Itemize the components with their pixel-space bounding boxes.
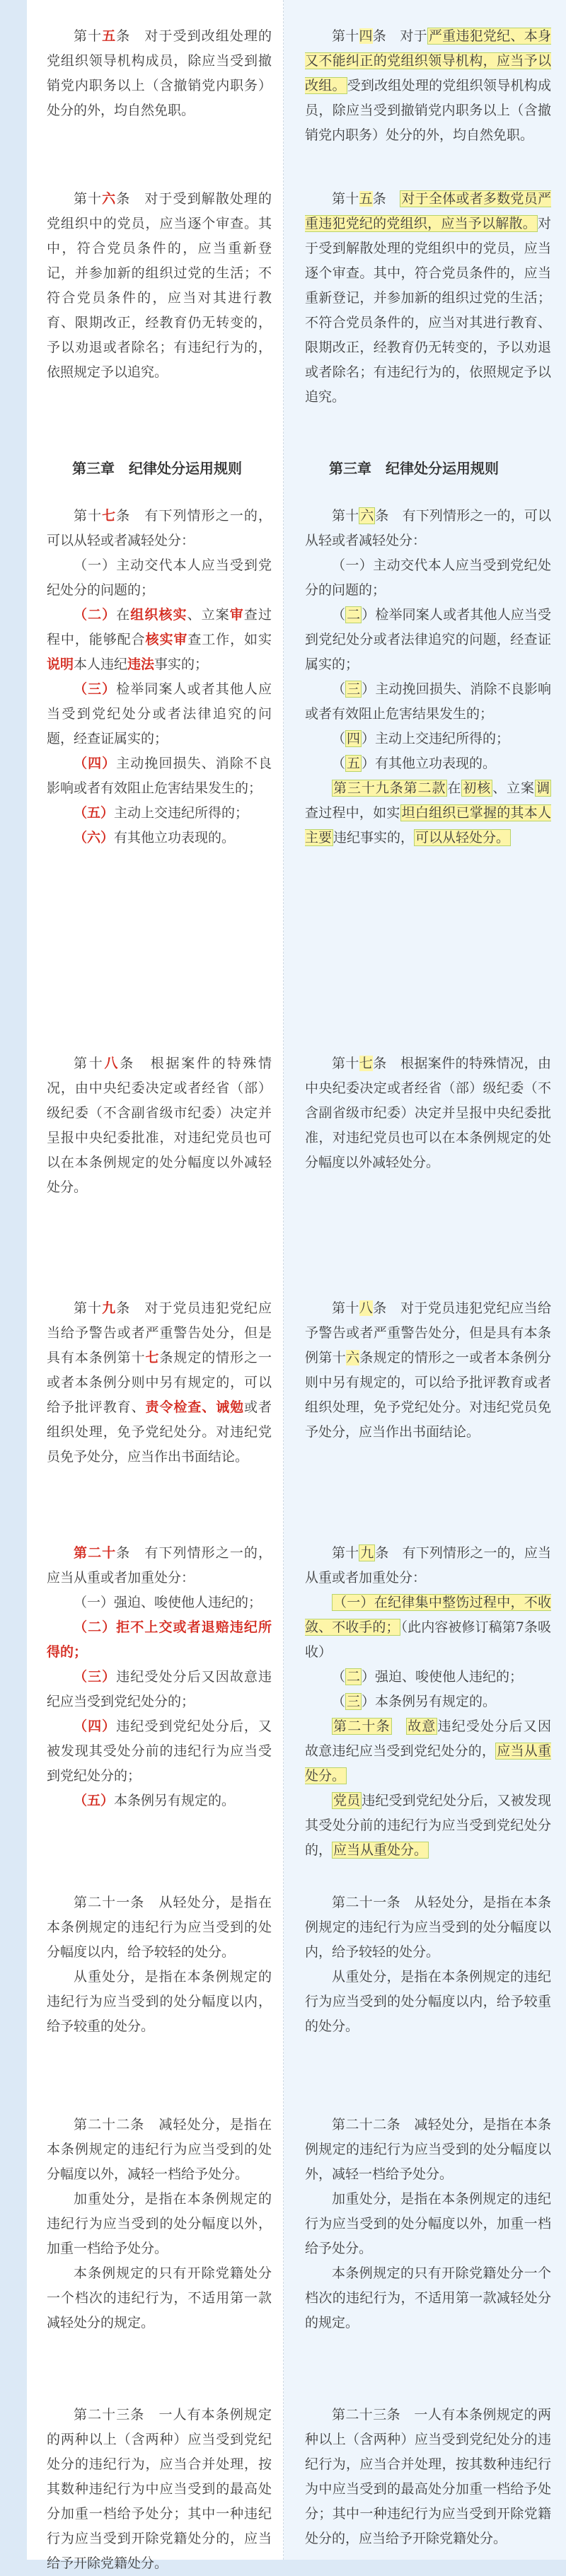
right-article-22: 第二十二条 减轻处分，是指在本条例规定的违纪行为应当受到的处分幅度以外，减轻一档给予处分。 加重处分，是指在本条例规定的违纪行为应当受到的处分幅度以外，加重一档给予处分。 本条例规定的只有开除党籍处分一个档次的违纪行为，不适用第一款减轻处分的规定。 [305, 2117, 551, 2330]
right-article-18: 第十八条 对于党员违犯党纪应当给予警告或者严重警告处分，但是具有本条例第十六条规定的情形之一或者本条例分则中另有规定的，可以给予批评教育或者组织处理，免予党纪处分。对违纪党员免予处分，应当作出书面结论。 [305, 1300, 551, 1440]
left-article-22: 第二十二条 减轻处分，是指在本条例规定的违纪行为应当受到的处分幅度以外，减轻一档给予处分。 加重处分，是指在本条例规定的违纪行为应当受到的处分幅度以外，加重一档给予处分。 本条例规定的只有开除党籍处分一个档次的违纪行为，不适用第一款减轻处分的规定。 [47, 2117, 272, 2330]
left-chapter-heading: 第三章 纪律处分运用规则 [72, 460, 242, 477]
right-column-revised [284, 0, 566, 2560]
left-article-16 [47, 187, 272, 385]
right-article-14: 第十四条 对于 严重违犯党纪、本身又不能纠正的党组织领导机构，应当予以改组。 受到改组处理的党组织领导机构成员，除应当受到撤销党内职务以上（含撤销党内职务）处分的外，均自然免职。 [305, 28, 551, 143]
right-article-21: 第二十一条 从轻处分，是指在本条例规定的违纪行为应当受到的处分幅度以内，给予较轻的处分。 从重处分，是指在本条例规定的违纪行为应当受到的处分幅度以内，给予较重的处分。 [305, 1895, 551, 2034]
right-chapter-heading: 第三章 纪律处分运用规则 [329, 460, 499, 477]
left-article-23: 第二十三条 一人有本条例规定的两种以上（含两种）应当受到党纪处分的违纪行为，应当合并处理，按其数种违纪行为中应当受到的最高处分加重一档给予处分；其中一种违纪行为应当受到开除党籍处分的，应当给予开除党籍处分。 [47, 2407, 272, 2571]
left-column-original [28, 0, 284, 2571]
left-article-18: 第十八条 根据案件的特殊情况，由中央纪委决定或者经省（部）级纪委（不含副省级市纪委）决定并呈报中央纪委批准，对违纪党员也可以在本条例规定的处分幅度以外减轻处分。 [47, 1056, 272, 1195]
right-article-19: 第十 九 条 有下列情形之一的，应当从重或者加重处分： （一）在纪律集中整饬过程中，不收敛、不收手的； （此内容被修订稿第7条吸收） （ 二 ）强迫、唆使他人违纪的； （ 三 ）本条例另有规定的。 第二十条 故意 违纪受处分后又因故意违纪应当受到党纪处分的， 应当从重处分。 党员 违纪受到党纪处分后，又被发现其受处分前的违纪行为应当受到党纪处分的， 应当从重处分。 [305, 1545, 551, 1858]
moved-clause: 第三十九条第二款 在 初核 、立案 调查过程中，如实 坦白组织已掌握的其本人主要 违纪事实的， 可以从轻处分。 [305, 780, 551, 845]
left-article-17: 第十七条 有下列情形之一的，可以从轻或者减轻处分： （一）主动交代本人应当受到党纪处分的问题的； （二）在组织核实、立案审查过程中，能够配合核实审查工作，如实说明本人违纪违法事实的； （三）检举同案人或者其他人应当受到党纪处分或者法律追究的问题，经查证属实的； （四）主动挽回损失、消除不良影响或者有效阻止危害结果发生的； （五）主动上交违纪所得的； （六）有其他立功表现的。 [47, 508, 272, 845]
left-article-19: 第十九条 对于党员违犯党纪应当给予警告或者严重警告处分，但是具有本条例第十七条规定的情形之一或者本条例分则中另有规定的，可以给予批评教育、责令检查、诫勉或者组织处理，免予党纪处分。对违纪党员免予处分，应当作出书面结论。 [47, 1300, 272, 1465]
right-article-17: 第十七条 根据案件的特殊情况，由中央纪委决定或者经省（部）级纪委（不含副省级市纪委）决定并呈报中央纪委批准，对违纪党员也可以在本条例规定的处分幅度以外减轻处分。 [305, 1056, 551, 1170]
right-article-23: 第二十三条 一人有本条例规定的两种以上（含两种）应当受到党纪处分的违纪行为，应当合并处理，按其数种违纪行为中应当受到的最高处分加重一档给予处分；其中一种违纪行为应当受到开除党籍处分的，应当给予开除党籍处分。 [305, 2407, 551, 2546]
left-article-21: 第二十一条 从轻处分，是指在本条例规定的违纪行为应当受到的处分幅度以内，给予较轻的处分。 从重处分，是指在本条例规定的违纪行为应当受到的处分幅度以内，给予较重的处分。 [47, 1895, 272, 2034]
article-paragraph: 第十六条 对于受到解散处理的党组织中的党员，应当逐个审查。其中，符合党员条件的，应当重新登记，并参加新的组织过党的生活；不符合党员条件的，应当对其进行教育、限期改正，经教育仍无转变的，予以劝退或者除名；有违纪行为的，依照规定予以追究。 [47, 191, 272, 380]
article-paragraph: 第十五条 对于受到改组处理的党组织领导机构成员，除应当受到撤销党内职务以上（含撤销党内职务）处分的外，均自然免职。 [47, 28, 272, 118]
left-article-15 [47, 24, 272, 123]
left-article-20: 第二十条 有下列情形之一的，应当从重或者加重处分： （一）强迫、唆使他人违纪的； （二）拒不上交或者退赔违纪所得的； （三）违纪受处分后又因故意违纪应当受到党纪处分的； （四）违纪受到党纪处分后，又被发现其受处分前的违纪行为应当受到党纪处分的； （五）本条例另有规定的。 [47, 1545, 272, 1808]
right-article-15: 第十五条 对于全体或者多数党员严重违犯党纪的党组织，应当予以解散。 对于受到解散处理的党组织中的党员，应当逐个审查。其中，符合党员条件的，应当重新登记，并参加新的组织过党的生活；不符合党员条件的，应当对其进行教育、限期改正，经教育仍无转变的，予以劝退或者除名；有违纪行为的，依照规定予以追究。 [305, 191, 551, 405]
right-article-16: 第十 六 条 有下列情形之一的，可以从轻或者减轻处分： （一）主动交代本人应当受到党纪处分的问题的； （ 二 ）检举同案人或者其他人应当受到党纪处分或者法律追究的问题，经查证属实的； （ 三 ）主动挽回损失、消除不良影响或者有效阻止危害结果发生的； （ 四 ）主动上交违纪所得的； （ 五 ）有其他立功表现的。 第三十九条第二款 在 初核 、立案 调查过程中，如实 坦白组织已掌握的其本人主要 违纪事实的， 可以从轻处分。 [305, 504, 551, 850]
